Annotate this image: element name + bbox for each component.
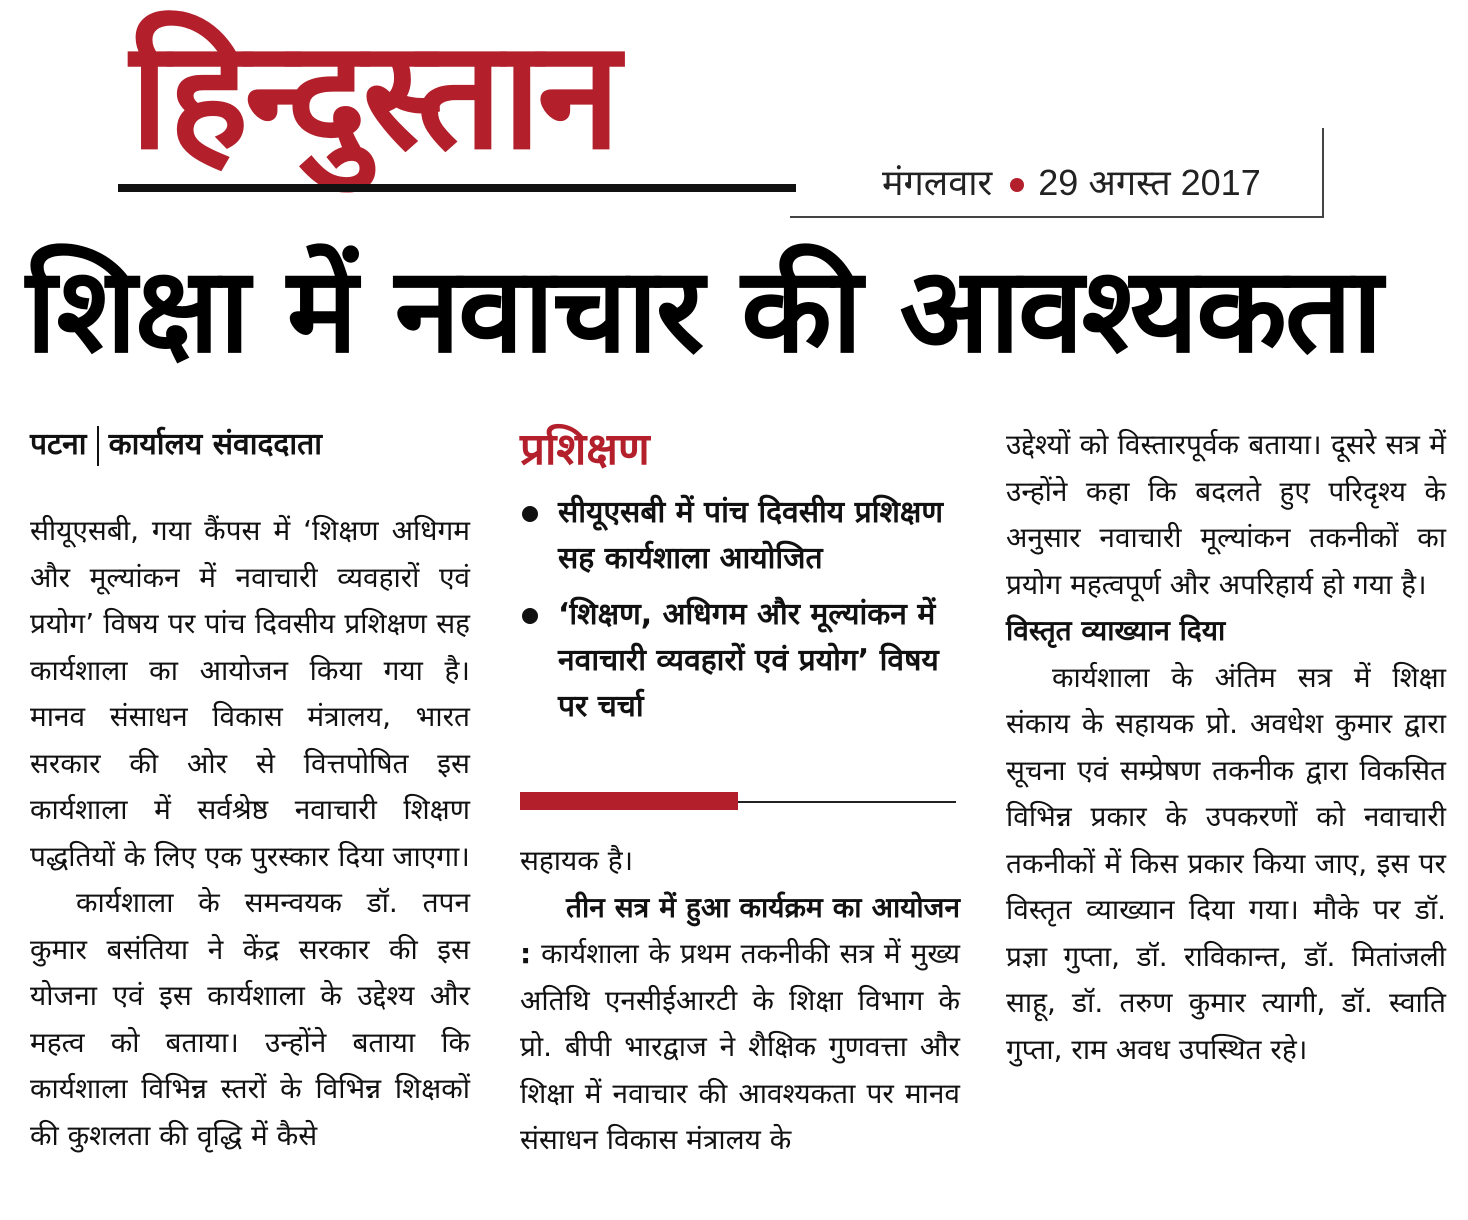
bullet-dot-icon xyxy=(1010,178,1024,192)
article-column-2-body xyxy=(520,838,960,1164)
list-item xyxy=(520,490,960,582)
section-divider-thin xyxy=(738,801,956,803)
masthead-logo: हिन्दुस्तान xyxy=(130,7,617,183)
dateline-rule-vertical xyxy=(1322,128,1324,218)
section-divider-accent xyxy=(520,792,738,810)
column3-paragraph-1: उद्देश्यों को विस्तारपूर्वक बताया। दूसरे सत्र में उन्होंने कहा कि बदलते हुए परिदृश्य के अनुसार नवाचारी मूल्यांकन तकनीकों का प्रयोग महत्वपूर्ण और अपरिहार्य हो गया है। xyxy=(1006,428,1446,601)
column2-paragraph-2-text: कार्यशाला के प्रथम तकनीकी सत्र में मुख्य अतिथि एनसीईआरटी के शिक्षा विभाग के प्रो. बीपी भारद्वाज ने शैक्षिक गुणवत्ता और शिक्षा में नवाचार की आवश्यकता पर मानव संसाधन विकास मंत्रालय के xyxy=(520,937,960,1156)
article-column-2 xyxy=(520,420,960,740)
column2-paragraph-1: सहायक है। xyxy=(520,844,634,877)
column1-paragraph-1: सीयूएसबी, गया कैंपस में ‘शिक्षण अधिगम और मूल्यांकन में नवाचारी व्यवहारों एवं प्रयोग’ विषय पर पांच दिवसीय प्रशिक्षण सह कार्यशाला का आयोजन किया गया है। मानव संसाधन विकास मंत्रालय, भारत सरकार की ओर से वित्तपोषित इस कार्यशाला में सर्वश्रेष्ठ नवाचारी शिक्षण पद्धतियों के लिए एक पुरस्कार दिया जाएगा। xyxy=(30,514,470,873)
bullet-icon xyxy=(522,608,538,624)
column2-subhead: तीन सत्र में हुआ कार्यक्रम का आयोजन : xyxy=(520,890,960,970)
article-column-1 xyxy=(30,420,470,1159)
article-headline: शिक्षा में नवाचार की आवश्यकता xyxy=(26,241,1381,379)
column3-paragraph-2: कार्यशाला के अंतिम सत्र में शिक्षा संकाय के सहायक प्रो. अवधेश कुमार द्वारा सूचना एवं सम्प्रेषण तकनीक द्वारा विकसित विभिन्न प्रकार के उपकरणों को नवाचारी तकनीकों में किस प्रकार किया जाए, इस पर विस्तृत व्याख्यान दिया गया। मौके पर डॉ. प्रज्ञा गुप्ता, डॉ. राविकान्त, डॉ. मितांजली साहू, डॉ. तरुण कुमार त्यागी, डॉ. स्वाति गुप्ता, राम अवध उपस्थित रहे। xyxy=(1006,660,1446,1066)
byline xyxy=(30,420,470,470)
list-item xyxy=(520,592,960,730)
byline-separator xyxy=(97,426,99,466)
dateline xyxy=(882,158,1261,208)
highlight-text: सीयूएसबी में पांच दिवसीय प्रशिक्षण सह कार्यशाला आयोजित xyxy=(558,495,944,576)
byline-place: पटना xyxy=(30,427,87,462)
article-column-3 xyxy=(1006,422,1446,1073)
dateline-day: मंगलवार xyxy=(882,162,993,203)
dateline-rule-horizontal xyxy=(790,216,1324,218)
section-kicker: प्रशिक्षण xyxy=(520,424,650,475)
masthead-rule xyxy=(118,184,796,192)
column1-paragraph-2: कार्यशाला के समन्वयक डॉ. तपन कुमार बसंतिया ने केंद्र सरकार की इस योजना एवं इस कार्यशाला के उद्देश्य और महत्व को बताया। उन्होंने बताया कि कार्यशाला विभिन्न स्तरों के विभिन्न शिक्षकों की कुशलता की वृद्धि में कैसे xyxy=(30,886,470,1152)
column3-subhead: विस्तृत व्याख्यान दिया xyxy=(1006,614,1226,647)
column2-paragraph-2 xyxy=(520,885,960,1164)
highlight-text: ‘शिक्षण, अधिगम और मूल्यांकन में नवाचारी व्यवहारों एवं प्रयोग’ विषय पर चर्चा xyxy=(558,597,939,724)
byline-reporter: कार्यालय संवाददाता xyxy=(108,427,322,462)
highlights-list xyxy=(520,490,960,730)
dateline-date: 29 अगस्त 2017 xyxy=(1038,162,1261,203)
bullet-icon xyxy=(522,506,538,522)
